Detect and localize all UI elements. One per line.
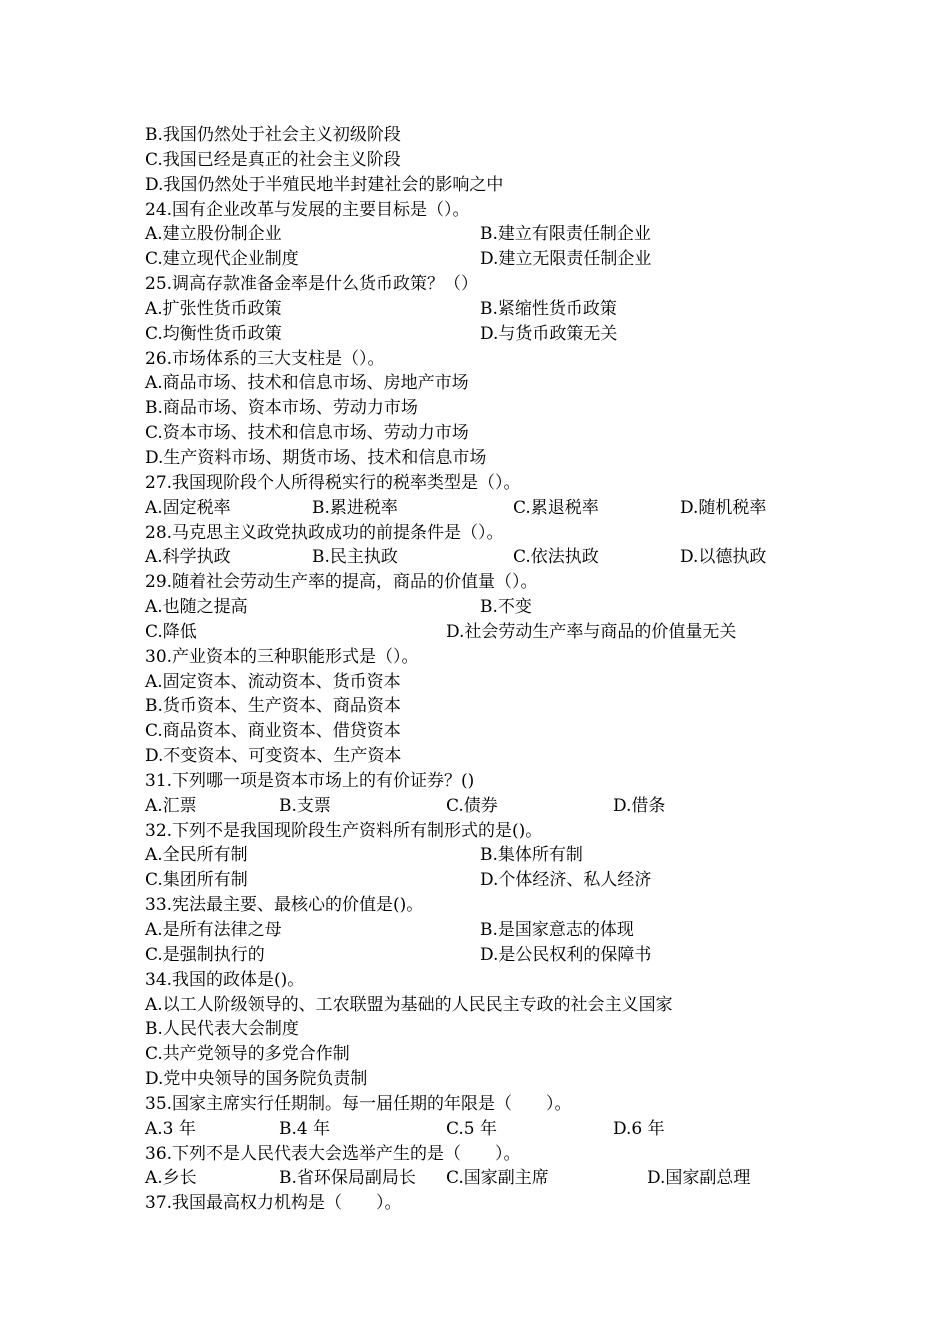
answer-option: A.也随之提高	[145, 597, 248, 618]
answer-option: B.我国仍然处于社会主义初级阶段	[145, 125, 401, 145]
answer-option: D.党中央领导的国务院负责制	[145, 1069, 368, 1090]
question-stem: 34.我国的政体是()。	[145, 969, 305, 990]
answer-option: B.商品市场、资本市场、劳动力市场	[145, 398, 418, 419]
question-stem: 28.马克思主义政党执政成功的前提条件是（）。	[145, 522, 504, 543]
answer-option: A.固定税率	[145, 497, 231, 518]
answer-option: C.集团所有制	[145, 870, 248, 891]
answer-option: A.商品市场、技术和信息市场、房地产市场	[145, 373, 469, 394]
options-row	[145, 918, 845, 943]
answer-option: C.共产党领导的多党合作制	[145, 1044, 350, 1065]
answer-option: C.债券	[446, 795, 498, 816]
question-list	[145, 123, 845, 1216]
answer-option: D.生产资料市场、期货市场、技术和信息市场	[145, 447, 487, 468]
question-stem: 32.下列不是我国现阶段生产资料所有制形式的是()。	[145, 820, 543, 841]
question-stem: 33.宪法最主要、最核心的价值是()。	[145, 895, 424, 916]
options-row	[145, 620, 845, 645]
answer-option: B.支票	[279, 795, 331, 816]
question-stem: 30.产业资本的三种职能形式是（）。	[145, 646, 419, 667]
answer-option: B.是国家意志的体现	[480, 920, 634, 940]
answer-option: B.紧缩性货币政策	[480, 298, 617, 319]
answer-option: C.国家副主席	[446, 1168, 549, 1189]
question-stem: 37.我国最高权力机构是（ ）。	[145, 1193, 402, 1214]
question-stem: 29.随着社会劳动生产率的提高，商品的价值量（）。	[145, 572, 538, 593]
answer-option: D.个体经济、私人经济	[480, 870, 652, 891]
options-row	[145, 222, 845, 247]
answer-option: B.累进税率	[312, 497, 398, 518]
answer-option: A.汇票	[145, 795, 197, 816]
options-row	[145, 1166, 845, 1191]
answer-option: D.不变资本、可变资本、生产资本	[145, 746, 402, 767]
answer-option: C.依法执政	[513, 547, 599, 568]
answer-option: A.3 年	[145, 1118, 196, 1139]
answer-option: A.以工人阶级领导的、工农联盟为基础的人民民主专政的社会主义国家	[145, 994, 673, 1015]
answer-option: D.是公民权利的保障书	[480, 944, 652, 965]
options-row	[145, 794, 845, 819]
answer-option: D.我国仍然处于半殖民地半封建社会的影响之中	[145, 174, 504, 195]
question-stem: 31.下列哪一项是资本市场上的有价证券？()	[145, 770, 475, 791]
answer-option: C.资本市场、技术和信息市场、劳动力市场	[145, 423, 469, 444]
question-stem: 25.调高存款准备金率是什么货币政策？（）	[145, 274, 479, 295]
options-row	[145, 868, 845, 893]
options-row	[145, 247, 845, 272]
answer-option: B.4 年	[279, 1118, 331, 1139]
options-row	[145, 297, 845, 322]
answer-option: D.社会劳动生产率与商品的价值量无关	[446, 621, 737, 642]
question-stem: 24.国有企业改革与发展的主要目标是（）。	[145, 199, 470, 220]
answer-option: A.固定资本、流动资本、货币资本	[145, 671, 401, 692]
answer-option: D.6 年	[613, 1118, 665, 1139]
question-stem: 27.我国现阶段个人所得税实行的税率类型是（）。	[145, 472, 521, 493]
answer-option: B.不变	[480, 597, 532, 618]
answer-option: C.均衡性货币政策	[145, 323, 282, 344]
options-row	[145, 595, 845, 620]
options-row	[145, 1117, 845, 1142]
question-stem: 36.下列不是人民代表大会选举产生的是（ ）。	[145, 1143, 521, 1164]
question-stem: 26.市场体系的三大支柱是（）。	[145, 348, 385, 369]
answer-option: B.民主执政	[312, 547, 398, 568]
answer-option: A.建立股份制企业	[145, 224, 282, 245]
answer-option: C.累退税率	[513, 497, 599, 518]
answer-option: D.与货币政策无关	[480, 323, 618, 344]
answer-option: C.降低	[145, 621, 197, 642]
answer-option: C.我国已经是真正的社会主义阶段	[145, 149, 401, 170]
question-stem: 35.国家主席实行任期制。每一届任期的年限是（ ）。	[145, 1093, 572, 1114]
answer-option: C.5 年	[446, 1118, 498, 1139]
answer-option: A.全民所有制	[145, 845, 248, 866]
answer-option: D.建立无限责任制企业	[480, 249, 652, 270]
options-row	[145, 545, 845, 570]
answer-option: B.省环保局副局长	[279, 1168, 416, 1189]
answer-option: A.乡长	[145, 1168, 197, 1189]
answer-option: D.以德执政	[680, 547, 767, 568]
answer-option: D.随机税率	[680, 497, 767, 518]
options-row	[145, 843, 845, 868]
answer-option: A.扩张性货币政策	[145, 298, 282, 319]
answer-option: C.商品资本、商业资本、借贷资本	[145, 721, 401, 742]
answer-option: B.货币资本、生产资本、商品资本	[145, 696, 401, 717]
answer-option: D.国家副总理	[647, 1168, 751, 1189]
answer-option: B.人民代表大会制度	[145, 1019, 299, 1040]
answer-option: D.借条	[613, 795, 666, 816]
answer-option: C.建立现代企业制度	[145, 249, 299, 270]
answer-option: A.科学执政	[145, 547, 231, 568]
options-row	[145, 322, 845, 347]
answer-option: B.集体所有制	[480, 845, 583, 866]
answer-option: B.建立有限责任制企业	[480, 224, 651, 245]
answer-option: C.是强制执行的	[145, 944, 265, 965]
answer-option: A.是所有法律之母	[145, 920, 282, 940]
options-row	[145, 496, 845, 521]
options-row	[145, 943, 845, 968]
